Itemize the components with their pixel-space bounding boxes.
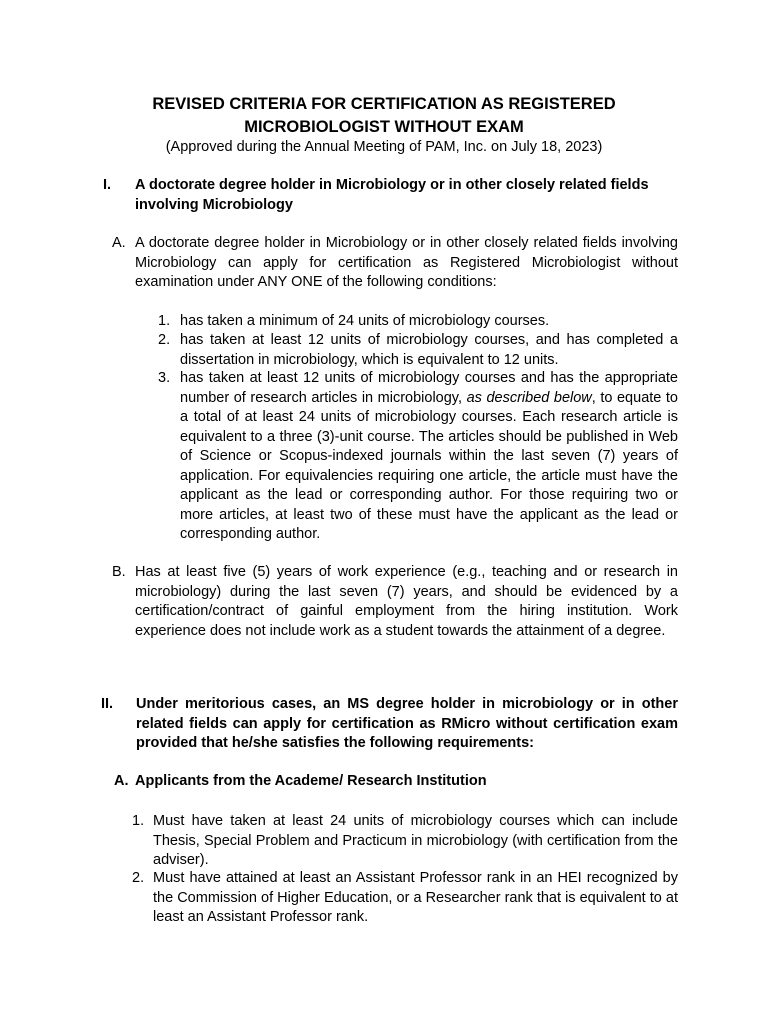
list-item-text-part: has taken at least 12 units of microbiology courses and has the appropriate number of research articles in microbiology, — [180, 370, 678, 406]
section-1-b-text: Has at least five (5) years of work experience (e.g., teaching and or research in microbiology) during the last seven (7) years, and should be evidenced by a certification/contract of gainful employment from the hiring institution. Work experience does not include work as a student towards the attainment of a degree. — [135, 564, 678, 639]
list-item-number: 1. — [158, 313, 171, 329]
section-1-a-marker: A. — [112, 235, 126, 251]
list-item-text: Must have attained at least an Assistant Professor rank in an HEI recognized by the Commission of Higher Education, or a Researcher rank that is equivalent to at least an Assistant Professor rank. — [153, 870, 678, 925]
section-2-numeral: II. — [101, 696, 114, 712]
emphasized-text: as described below — [466, 389, 592, 406]
list-item-number: 3. — [158, 370, 171, 386]
list-item-text: has taken at least 12 units of microbiology courses, and has completed a dissertation in microbiology, which is equivalent to 12 units. — [180, 332, 678, 368]
section-2-a-marker: A. — [114, 773, 129, 789]
document-subtitle: (Approved during the Annual Meeting of PAM, Inc. on July 18, 2023) — [165, 139, 603, 155]
section-2-heading: Under meritorious cases, an MS degree holder in microbiology or in other related fields can apply for certification as RMicro without certification exam provided that he/she satisfies the following requirements: — [136, 696, 678, 751]
section-1-heading: A doctorate degree holder in Microbiology or in other closely related fields involving Microbiology — [135, 177, 649, 213]
list-item-number: 2. — [158, 332, 171, 348]
list-item-number: 2. — [132, 870, 145, 886]
list-item-text — [180, 369, 678, 545]
section-1-a-text: A doctorate degree holder in Microbiology or in other closely related fields involving Microbiology can apply for certification as Registered Microbiologist without examination under ANY ONE of the following conditions: — [135, 235, 678, 290]
list-item-number: 1. — [132, 813, 145, 829]
section-1-b-marker: B. — [112, 564, 126, 580]
section-1-numeral: I. — [103, 177, 112, 193]
list-item-text: has taken a minimum of 24 units of microbiology courses. — [180, 313, 550, 329]
list-item-text: Must have taken at least 24 units of microbiology courses which can include Thesis, Special Problem and Practicum in microbiology (with certification from the adviser). — [153, 813, 678, 868]
list-item-text-part: , to equate to a total of at least 24 units of microbiology courses. Each research article is equivalent to a three (3)-unit course. The articles should be published in Web of Science or Scopus-indexed journals within the last seven (7) years of application. For equivalencies requiring one article, the article must have the applicant as the lead or corresponding author. For those requiring two or more articles, at least two of these must have the applicant as the lead or corresponding author. — [180, 389, 678, 542]
document-title-line-2: MICROBIOLOGIST WITHOUT EXAM — [244, 118, 524, 136]
section-2-a-heading: Applicants from the Academe/ Research Institution — [135, 773, 487, 789]
document-title-line-1: REVISED CRITERIA FOR CERTIFICATION AS REGISTERED — [152, 95, 616, 113]
